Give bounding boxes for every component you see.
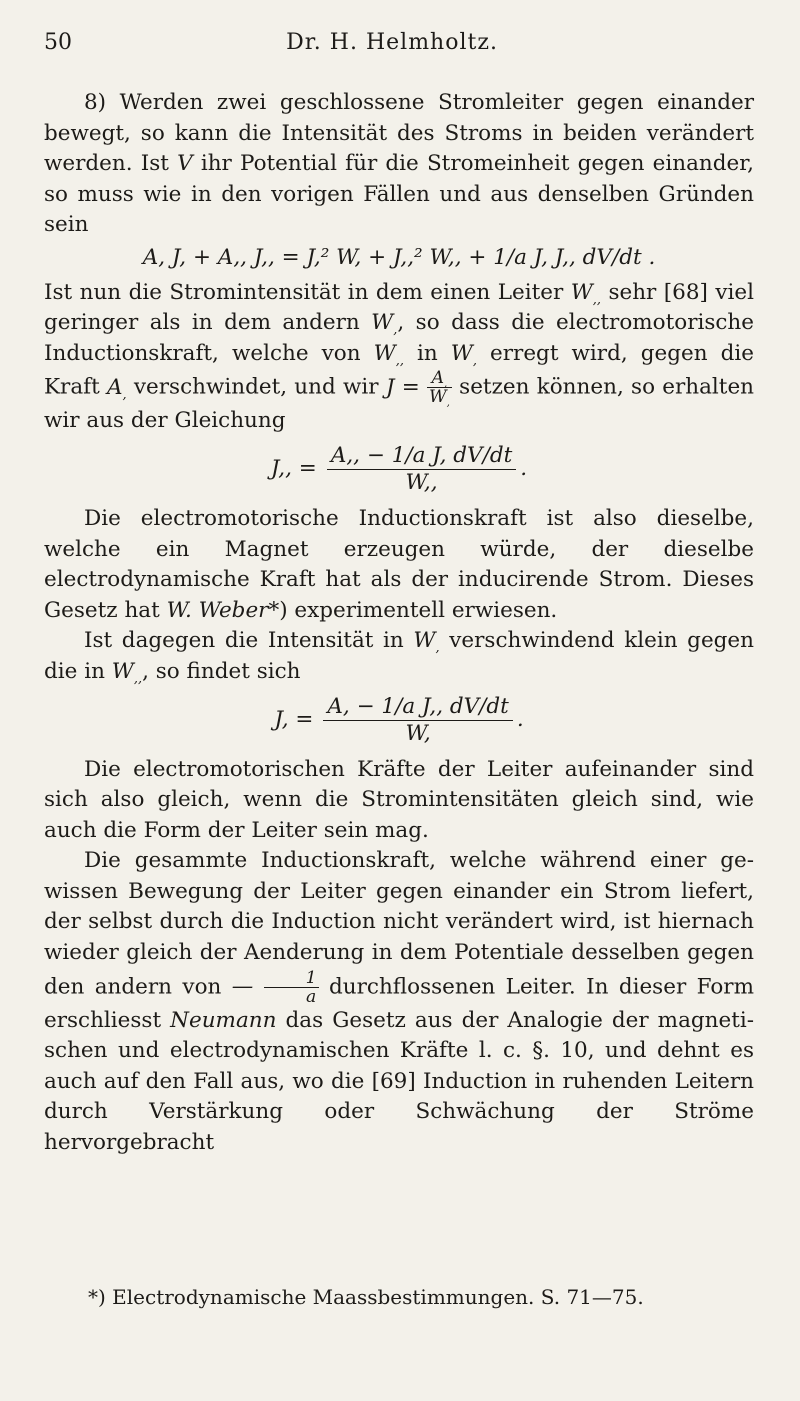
p2-t5: in	[403, 340, 451, 366]
eq2-lhs: J,, =	[270, 456, 317, 482]
p2-t3: viel geringer als in dem andern	[44, 279, 754, 336]
paragraph-5: Die electromotorischen Kräfte der Leiter aufeinander sind sich also gleich, wenn die Stromintensitäten gleich sind, wie auch die Form der Leiter sein mag.	[44, 756, 754, 843]
page-ref-69: [69]	[371, 1068, 416, 1094]
frac-1-a: $\frac{1}{a}$	[264, 969, 319, 1006]
equation-2	[44, 443, 754, 496]
running-title: Dr. H. Helmholtz.	[286, 30, 498, 55]
neumann-name: Neumann	[170, 1007, 277, 1033]
paragraph-2	[44, 278, 754, 437]
eq3-num: A, − 1/a J,, dV/dt	[323, 694, 512, 721]
inline-eq-J: J = $\frac{A_,}{W_,}$	[385, 368, 450, 409]
p2-t7: verschwindet, und wir	[126, 374, 386, 400]
eq3-fraction	[323, 694, 512, 747]
footnote: *) Electrodynamische Maassbestimmungen. S. 71—75.	[88, 1285, 644, 1309]
p4-t3: , so findet sich	[142, 658, 301, 684]
eq3-den: W,	[405, 720, 431, 746]
paragraph-6	[44, 846, 754, 1158]
page-ref-68: [68]	[663, 279, 708, 305]
inline-frac-1a: — $\frac{1}{a}$	[231, 967, 317, 1007]
eq2-den: W,,	[405, 469, 438, 495]
eq2-fraction	[327, 443, 516, 496]
eq3-period: .	[516, 706, 524, 732]
p4-t1: Ist dagegen die Intensität in	[84, 628, 414, 654]
eq2-period: .	[520, 456, 528, 482]
p6-t3: das Gesetz aus der Analogie der magnetischen und electrodynamischen Kräfte l. c. §. 10, und dehnt es auch auf den Fall aus, wo die	[44, 1007, 754, 1094]
p2-t4: , so dass die electromotorische Inductionskraft, welche von	[44, 310, 754, 366]
p4-t2: verschwindend klein gegen die in	[44, 628, 754, 684]
p1-text-a: 8) Werden zwei geschlossene Stromleiter gegen einander bewegt, so kann die Intensität des Stroms in beiden verändert werden. Ist	[44, 90, 754, 177]
sym-W1b: $W_,$	[450, 340, 477, 369]
equation-1-text: A, J, + A,, J,, = J,² W, + J,,² W,, + 1/a J, J,, dV/dt .	[142, 244, 656, 270]
paragraph-4	[44, 626, 754, 687]
p2-t8: setzen können, so erhalten wir aus der Gleichung	[44, 374, 755, 434]
sym-A1: $A_,$	[107, 374, 127, 403]
p2-t2: sehr	[601, 279, 664, 305]
footnote-marker: *)	[268, 597, 288, 623]
p6-t1: Die gesammte Inductionskraft, welche während einer gewissen Bewegung der Leiter gegen einander ein Strom liefert, der selbst durch die Induction nicht verändert wird, ist hiernach wieder gleich der Aenderung in dem Potentiale desselben gegen den andern von	[44, 848, 754, 1000]
symbol-V: V	[177, 151, 193, 177]
equation-1	[44, 243, 754, 274]
p3-t2: experimentell erwiesen.	[287, 597, 558, 623]
p2-t6: erregt wird, gegen die Kraft	[44, 340, 754, 400]
p6-t4: Induction in ruhenden Leitern durch Verstärkung oder Schwächung der Ströme hervorgebracht	[44, 1068, 754, 1156]
sym-W2b: $W_{,,}$	[373, 340, 404, 369]
p2-t1: Ist nun die Stromintensität in dem einen Leiter	[44, 279, 571, 305]
paragraph-8	[44, 88, 754, 241]
p1-text-b: ihr Potential für die Stromeinheit gegen einander, so muss wie in den vorigen Fällen und aus denselben Gründen sein	[44, 151, 754, 238]
page-number: 50	[44, 30, 72, 55]
body-text	[44, 88, 754, 1159]
sym-W2c: $W_{,,}$	[111, 658, 143, 687]
page-header	[44, 16, 740, 56]
eq3-lhs: J, =	[274, 706, 314, 732]
eq2-num: A,, − 1/a J, dV/dt	[327, 443, 516, 470]
sym-W1: $W_,$	[371, 310, 398, 338]
inline-frac: $\frac{A_,}{W_,}$	[428, 368, 450, 409]
paragraph-3	[44, 504, 754, 626]
p6-t2: durchflossenen Leiter. In dieser Form erschliesst	[44, 974, 754, 1033]
weber-name: W. Weber	[166, 597, 269, 623]
sym-W2: $W_{,,}$	[570, 279, 601, 308]
equation-3	[44, 694, 754, 747]
p3-t1: Die electromotorische Inductionskraft ist also dieselbe, welche ein Magnet erzeugen würde, der dieselbe electrodynamische Kraft hat als der inducirende Strom. Dieses Gesetz hat	[44, 505, 754, 623]
sym-W1c: $W_,$	[413, 628, 440, 656]
